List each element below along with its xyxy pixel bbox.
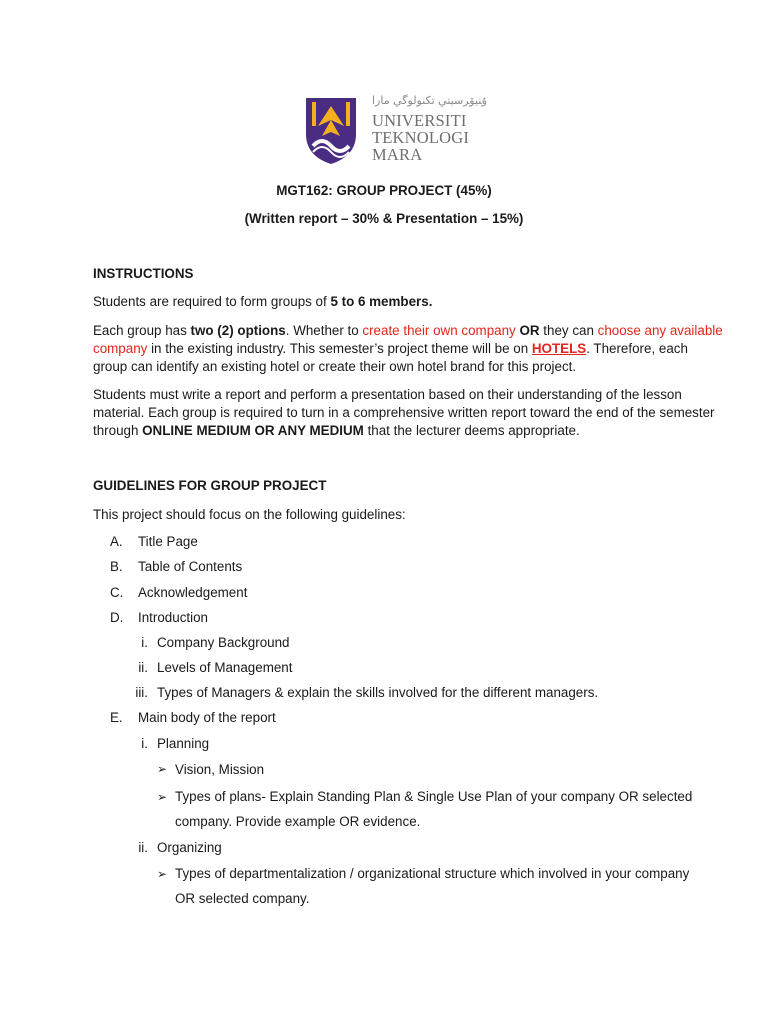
p3-line-1: Students must write a report and perform a presentation based on their understanding of the lesson [93,387,682,402]
uitm-crest-icon [304,96,358,166]
planning-point-line-1: Types of plans- Explain Standing Plan & Single Use Plan of your company OR selected [175,789,693,804]
list-item-main-body: Main body of the report [138,710,276,725]
sub-item-organizing: Organizing [157,840,222,855]
instructions-paragraph-3 [93,386,715,440]
p1-members: 5 to 6 members. [330,294,433,309]
sub-item-levels-of-management: Levels of Management [157,660,293,675]
list-letter-a: A. [110,534,123,549]
list-letter-c: C. [110,585,124,600]
logo-line-2: TEKNOLOGI [372,128,470,147]
sub-item-types-of-managers: Types of Managers & explain the skills involved for the different managers. [157,685,599,700]
arrow-bullet-icon: ➢ [157,790,168,804]
instructions-heading: INSTRUCTIONS [93,266,194,281]
roman-i-main: i. [141,736,148,751]
document-subtitle: (Written report – 30% & Presentation – 15%) [244,211,524,226]
arrow-bullet-icon: ➢ [157,867,168,881]
instructions-paragraph-2 [93,322,723,376]
p1-text: Students are required to form groups of [93,294,331,309]
organizing-point-departmentalization [175,861,690,911]
sub-item-company-background: Company Background [157,635,290,650]
hotels-highlight: HOTELS [531,341,587,356]
p3-line-3: through ONLINE MEDIUM OR ANY MEDIUM that the lecturer deems appropriate. [93,423,580,438]
planning-point-vision-mission: Vision, Mission [175,762,265,777]
organizing-point-line-2: OR selected company. [175,891,310,906]
logo-jawi-script: ﯗﻨﻴﯚﺮﺳﻴﺘﻲ ﺗﻜﻨﻮﻟﻮﮔﻲ ﻣﺎرا [372,94,487,107]
p2-line-2: company in the existing industry. This semester’s project theme will be on HOTELS. Therefore, each [93,341,688,356]
p2-line-1: Each group has two (2) options. Whether to create their own company OR they can choose any available [93,323,723,338]
logo-wordmark [372,112,469,163]
organizing-point-line-1: Types of departmentalization / organizational structure which involved in your company [175,866,690,881]
list-letter-d: D. [110,610,124,625]
list-item-acknowledgement: Acknowledgement [138,585,248,600]
guidelines-heading: GUIDELINES FOR GROUP PROJECT [93,478,327,493]
p2-line-3: group can identify an existing hotel or create their own hotel brand for this project. [93,359,577,374]
roman-i: i. [141,635,148,650]
planning-point-types-of-plans [175,784,693,834]
logo-line-3: MARA [372,145,423,164]
list-letter-b: B. [110,559,123,574]
document-title: MGT162: GROUP PROJECT (45%) [276,183,492,198]
guidelines-intro: This project should focus on the following guidelines: [93,507,406,522]
sub-item-planning: Planning [157,736,210,751]
list-item-table-of-contents: Table of Contents [138,559,243,574]
roman-ii-main: ii. [138,840,148,855]
list-item-title-page: Title Page [138,534,198,549]
list-letter-e: E. [110,710,123,725]
logo-line-1: UNIVERSITI [372,111,467,130]
roman-iii: iii. [135,685,148,700]
uitm-logo [296,92,487,170]
list-item-introduction: Introduction [138,610,208,625]
roman-ii: ii. [138,660,148,675]
instructions-paragraph-1 [93,294,432,309]
planning-point-line-2: company. Provide example OR evidence. [175,814,421,829]
p3-line-2: material. Each group is required to turn in a comprehensive written report toward the end of the semester [93,405,715,420]
arrow-bullet-icon: ➢ [157,762,168,776]
